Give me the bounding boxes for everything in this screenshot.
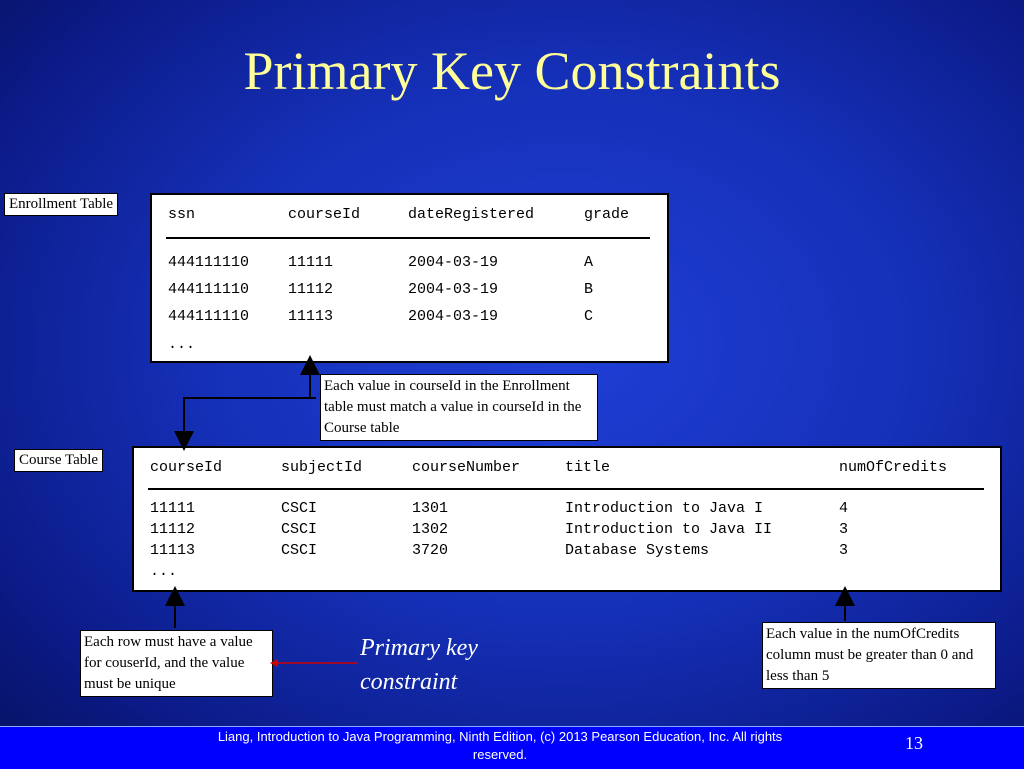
slide-title: Primary Key Constraints (243, 41, 781, 101)
table-row-cell: 11112 (150, 521, 196, 538)
page-number: 13 (905, 733, 923, 753)
course-header-coursenumber: courseNumber (412, 459, 521, 476)
table-row-cell: Database Systems (565, 542, 710, 559)
table-row-cell: 4 (839, 500, 849, 517)
table-row-cell: Introduction to Java I (565, 500, 764, 517)
table-row-cell: 11111 (288, 254, 334, 271)
credits-rule-note: Each value in the numOfCredits column must be greater than 0 and less than 5 (762, 622, 996, 689)
table-row-cell: 3 (839, 521, 849, 538)
enrollment-header-grade: grade (584, 206, 630, 223)
foreign-key-note: Each value in courseId in the Enrollment table must match a value in courseId in the Course table (320, 374, 598, 441)
course-header-courseid: courseId (150, 459, 223, 476)
fk-arrow-to-course (184, 398, 310, 441)
table-row-cell: 2004-03-19 (408, 281, 499, 298)
enrollment-ellipsis: ... (168, 336, 196, 353)
course-header-numofcredits: numOfCredits (839, 459, 948, 476)
fk-arrow-to-enrollment (310, 365, 316, 398)
table-row-cell: 444111110 (168, 254, 250, 271)
table-row-cell: 11111 (150, 500, 196, 517)
table-row-cell: CSCI (281, 542, 318, 559)
enrollment-header-courseid: courseId (288, 206, 361, 223)
table-row-cell: 444111110 (168, 281, 250, 298)
course-table-label: Course Table (14, 449, 103, 472)
table-row-cell: 2004-03-19 (408, 308, 499, 325)
table-row-cell: 11113 (150, 542, 196, 559)
primary-key-constraint-label: Primary key constraint (360, 635, 478, 695)
enrollment-header-ssn: ssn (168, 206, 196, 223)
table-row-cell: 3720 (412, 542, 449, 559)
enrollment-table-label: Enrollment Table (4, 193, 118, 216)
table-row-cell: 1302 (412, 521, 449, 538)
course-ellipsis: ... (150, 563, 178, 580)
course-header-title: title (565, 459, 611, 476)
table-row-cell: 11113 (288, 308, 334, 325)
table-row-cell: 3 (839, 542, 849, 559)
table-row-cell: CSCI (281, 521, 318, 538)
table-row-cell: 2004-03-19 (408, 254, 499, 271)
footer-copyright: Liang, Introduction to Java Programming, Ninth Edition, (c) 2013 Pearson Education, Inc. All rights reserved. (217, 729, 783, 762)
pk-label-arrowhead (270, 659, 278, 667)
table-row-cell: 444111110 (168, 308, 250, 325)
table-row-cell: 1301 (412, 500, 449, 517)
table-row-cell: A (584, 254, 594, 271)
primary-key-rule-note: Each row must have a value for couserId, and the value must be unique (80, 630, 273, 697)
table-row-cell: 11112 (288, 281, 334, 298)
enrollment-header-dateregistered: dateRegistered (408, 206, 535, 223)
table-row-cell: B (584, 281, 594, 298)
table-row-cell: CSCI (281, 500, 318, 517)
table-row-cell: Introduction to Java II (565, 521, 773, 538)
table-row-cell: C (584, 308, 594, 325)
course-header-subjectid: subjectId (281, 459, 363, 476)
